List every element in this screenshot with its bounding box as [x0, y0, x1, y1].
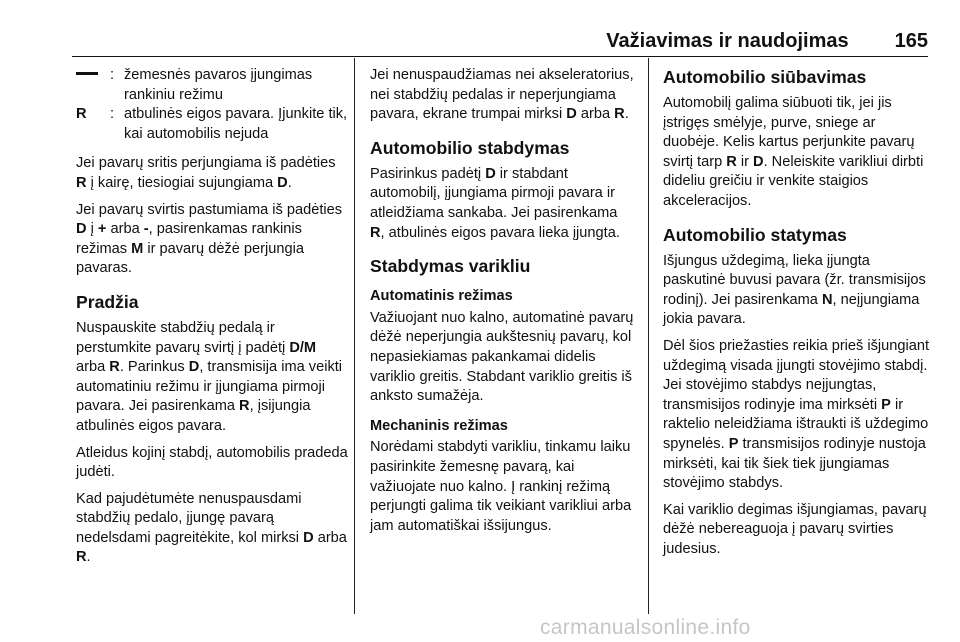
- paragraph: Kai variklio degimas išjungiamas, pavarų dėžė nebereaguoja į pavarų svirties judesius.: [663, 501, 927, 557]
- column-1: [76, 66, 348, 575]
- chapter-title: Važiavimas ir naudojimas: [606, 30, 849, 52]
- column-divider: [354, 58, 355, 614]
- paragraph: Jei pavarų sritis perjungiama iš padėties R į kairę, tiesiogiai sujungiama D.: [76, 155, 336, 191]
- section-heading: Automobilio stabdymas: [370, 137, 570, 158]
- paragraph: Važiuojant nuo kalno, automatinė pavarų dėžė neperjungia aukštesnių pavarų, kol nepasiekiamas pakankamai didelis variklio greitis. Stabdant variklio greitis iš anksto sumažėja.: [370, 309, 634, 405]
- paragraph: Kad pajudėtumėte nenuspausdami stabdžių pedalo, įjungę pavarą nedelsdami pagreitėkite, kol mirksi D arba R.: [76, 490, 347, 566]
- paragraph: Išjungus uždegimą, lieka įjungta paskutinė buvusi pavara (žr. transmisijos rodinį). Jei pasirenkama N, neįjungiama jokia pavara.: [663, 252, 926, 328]
- column-2: [370, 66, 636, 543]
- page-number: 165: [894, 30, 928, 52]
- paragraph: Jei pavarų svirtis pastumiama iš padėties D į + arba -, pasirenkamas rankinis režimas M ir pavarų dėžė perjungia pavaras.: [76, 201, 343, 277]
- paragraph: Dėl šios priežasties reikia prieš išjungiant uždegimą visada įjungti stovėjimo stabdį. Jei stovėjimo stabdys neįjungtas, transmisijos rodinyje ima mirksėti P ir raktelio neleidžiama ištraukti iš uždegimo spynelės. P transmisijos rodinyje nustoja mirksėti, kai tik šiek tiek įjungiamas stovėjimo stabdys.: [663, 337, 930, 492]
- column-divider: [648, 58, 649, 614]
- section-heading: Stabdymas varikliu: [370, 256, 531, 277]
- definition-reverse: R : atbulinės eigos pavara. Įjunkite tik, kai automobilis nejuda: [76, 106, 348, 142]
- page-header: [72, 26, 928, 57]
- definition-downshift: : žemesnės pavaros įjungimas rankiniu režimu: [76, 66, 348, 105]
- section-heading: Automobilio siūbavimas: [663, 67, 867, 87]
- subsection-heading: Mechaninis režimas: [370, 417, 508, 434]
- paragraph: Norėdami stabdyti varikliu, tinkamu laiku pasirinkite žemesnę pavarą, kai važiuojate nuo kalno. Į rankinį režimą perjungti galima tik veikiant varikliui arba jam automatiškai išsijungus.: [370, 439, 632, 534]
- watermark: carmanualsonline.info: [540, 616, 751, 639]
- paragraph: Pasirinkus padėtį D ir stabdant automobilį, įjungiama pirmoji pavara ir atleidžiama sankaba. Jei pasirenkama R, atbulinės eigos pavara lieka įjungta.: [370, 165, 620, 241]
- column-3: [663, 66, 931, 566]
- paragraph: Nuspauskite stabdžių pedalą ir perstumkite pavarų svirtį į padėtį D/M arba R. Parinkus D, transmisija ima veikti automatiniu režimu ir įjungiama pirmoji pavara. Jei pasirenkama R, įsijungia atbulinės eigos pavara.: [76, 319, 343, 434]
- subsection-heading: Automatinis režimas: [370, 288, 513, 305]
- paragraph: Jei nenuspaudžiamas nei akseleratorius, nei stabdžių pedalas ir neperjungiama pavara, ekrane trumpai mirksi D arba R.: [370, 67, 634, 123]
- section-heading: Automobilio statymas: [663, 224, 847, 245]
- paragraph: Atleidus kojinį stabdį, automobilis pradeda judėti.: [76, 444, 348, 481]
- minus-symbol-icon: [76, 66, 110, 105]
- paragraph: Automobilį galima siūbuoti tik, jei jis įstrigęs smėlyje, purve, sniege ar duobėje. Kelis kartus perjunkite pavarų svirtį tarp R ir D. Neleiskite varikliui dirbti dideliu greičiu ir venkite staigios akceleracijos.: [663, 95, 924, 209]
- section-heading: Pradžia: [76, 291, 139, 312]
